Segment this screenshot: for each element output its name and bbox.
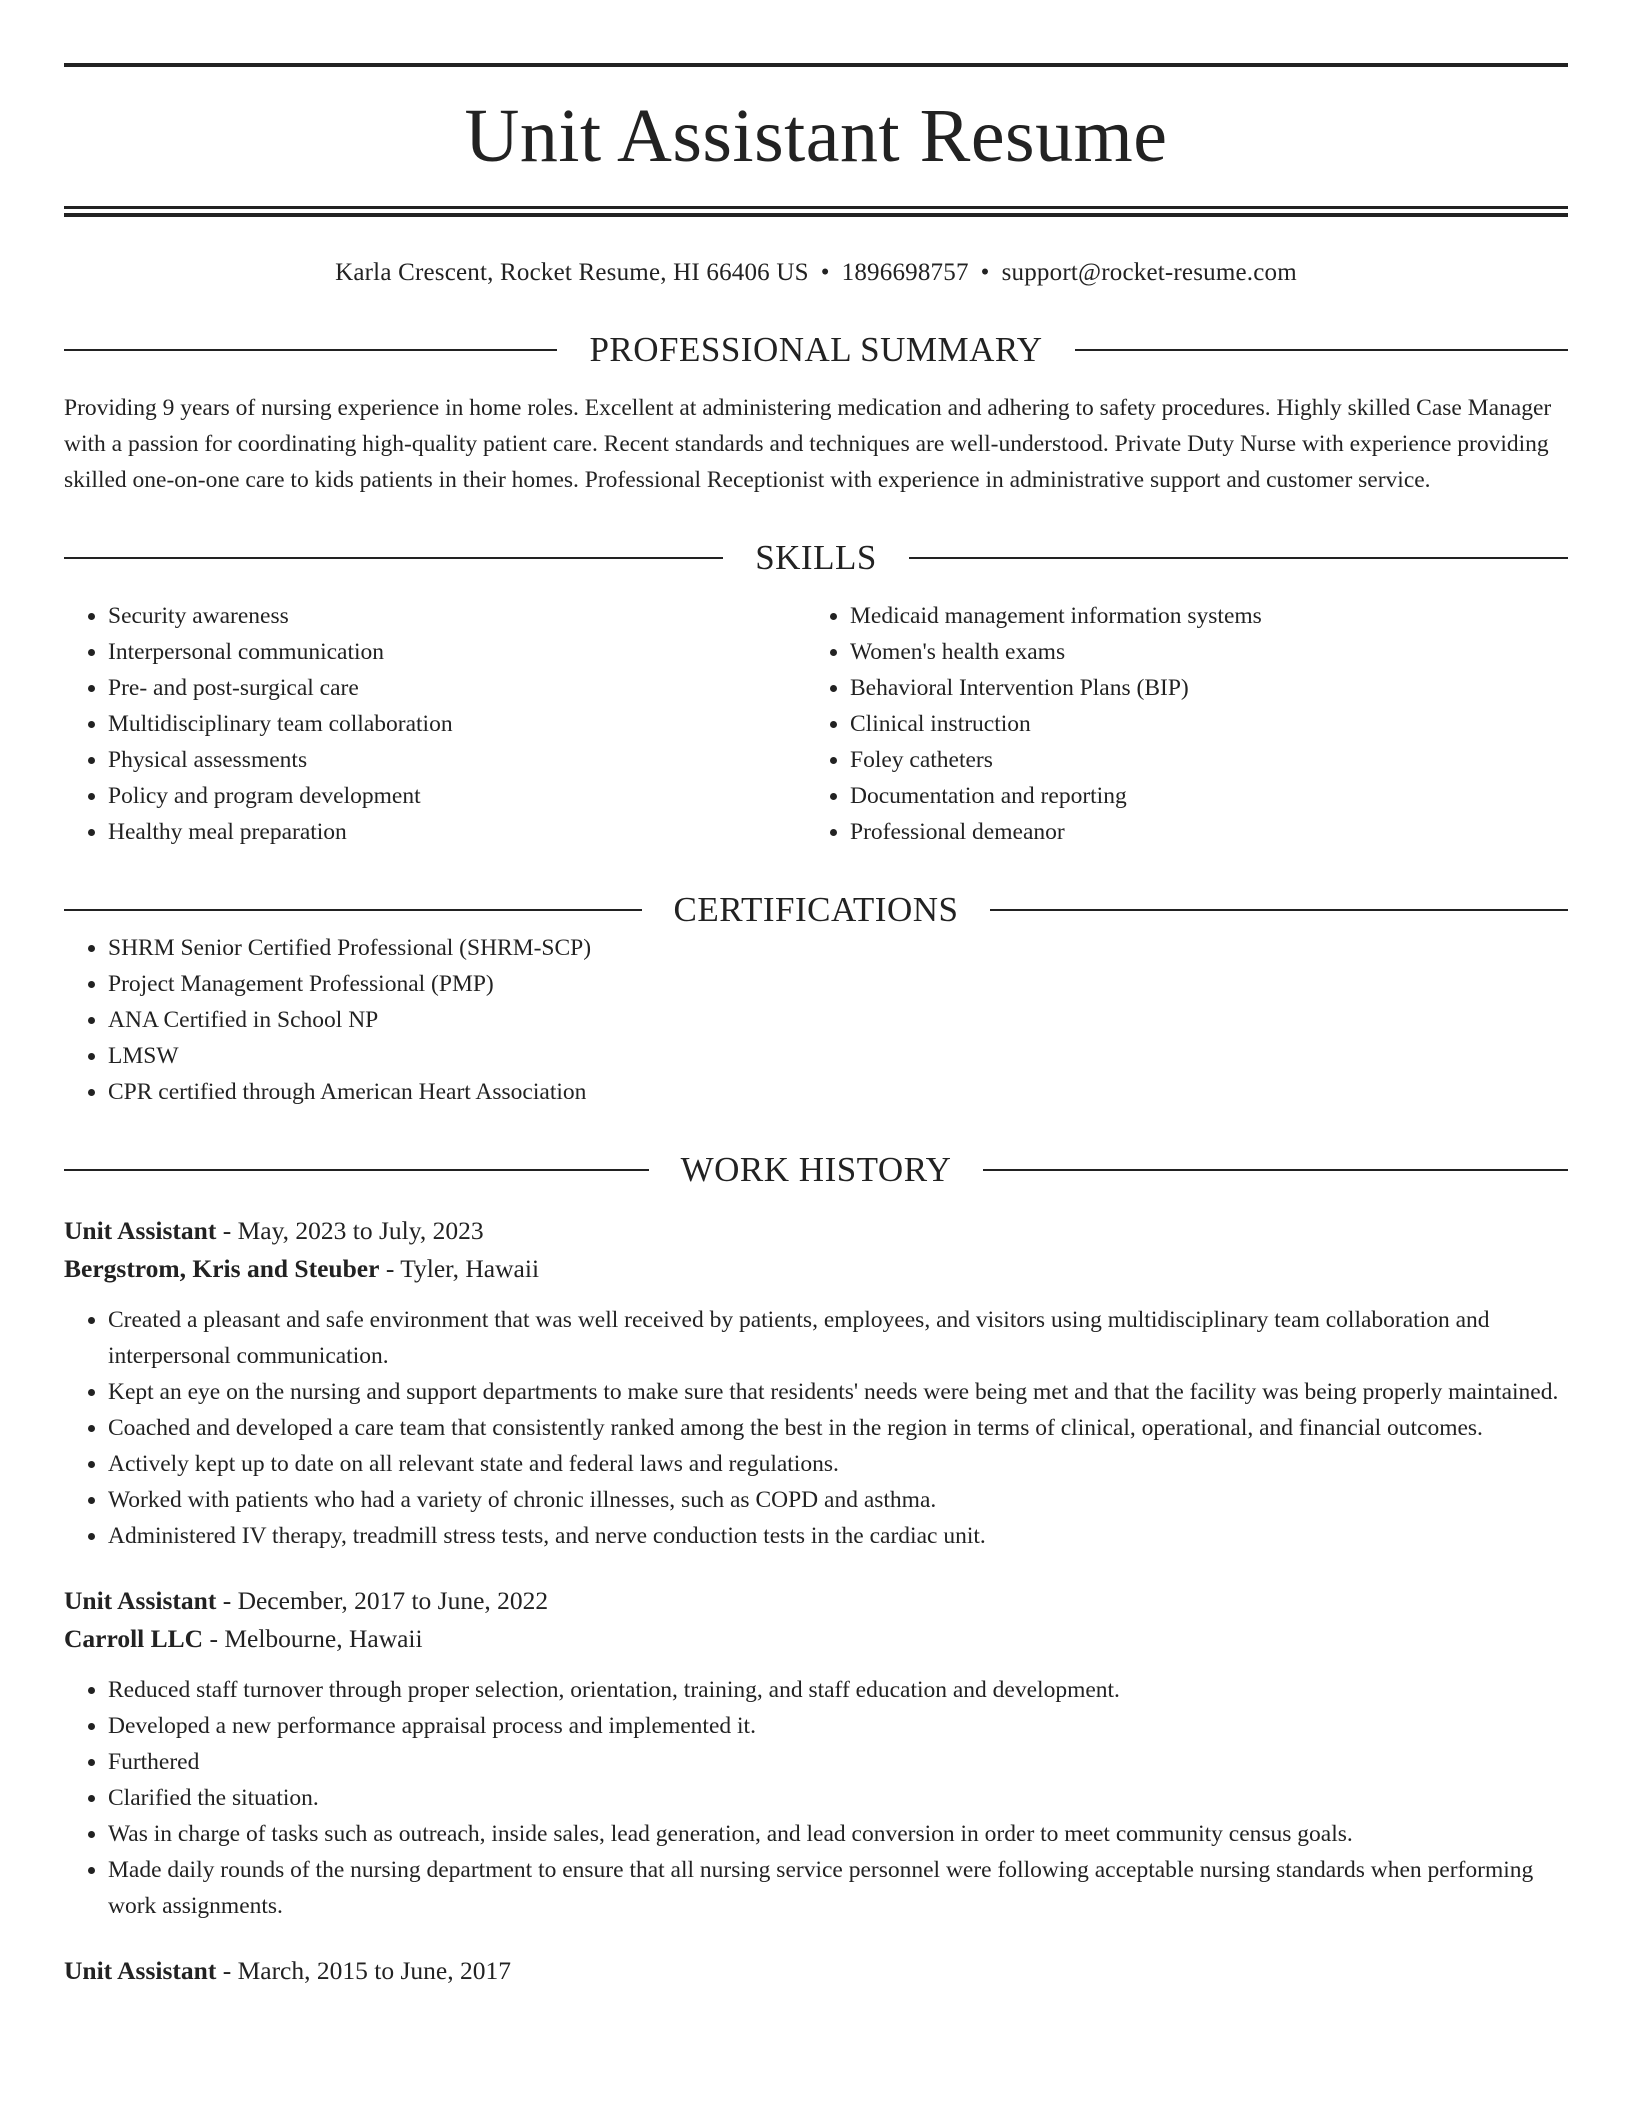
heading-rule-right [909,557,1568,559]
job-separator: - [379,1254,401,1283]
list-item: • Clinical instruction [850,706,1548,742]
page-title: Unit Assistant Resume [464,94,1168,178]
list-item: • Healthy meal preparation [108,814,806,850]
skills-heading [64,538,1568,578]
heading-rule-left [64,1169,649,1171]
list-item: • Behavioral Intervention Plans (BIP) [850,670,1548,706]
list-item: • Furthered [108,1744,1568,1780]
list-item: • Actively kept up to date on all relevant state and federal laws and regulations. [108,1446,1568,1482]
job-title-line [64,1212,1568,1250]
job-title: Unit Assistant [64,1216,217,1245]
list-item: • Clarified the situation. [108,1780,1568,1816]
job-company: Carroll LLC [64,1624,204,1653]
job-dates: May, 2023 to July, 2023 [237,1216,484,1245]
list-item: • Project Management Professional (PMP) [108,966,1568,1002]
job-company-line [64,1250,1568,1288]
job-separator: - [216,1586,238,1615]
skills-list-right [806,598,1548,850]
job-entry [64,1212,1568,1554]
list-item: • Pre- and post-surgical care [108,670,806,706]
job-company: Bergstrom, Kris and Steuber [64,1254,380,1283]
list-item: • Reduced staff turnover through proper selection, orientation, training, and staff education and development. [108,1672,1568,1708]
list-item: • Security awareness [108,598,806,634]
list-item: • ANA Certified in School NP [108,1002,1568,1038]
certifications-heading-label: CERTIFICATIONS [673,890,959,929]
skills-list-left [64,598,806,850]
list-item: • CPR certified through American Heart Association [108,1074,1568,1110]
contact-address: Karla Crescent, Rocket Resume, HI 66406 US [335,259,809,286]
job-separator: - [216,1216,238,1245]
list-item: • Professional demeanor [850,814,1548,850]
contact-line [64,256,1568,290]
list-item: • Multidisciplinary team collaboration [108,706,806,742]
list-item: • Coached and developed a care team that consistently ranked among the best in the region in terms of clinical, operational, and financial outcomes. [108,1410,1568,1446]
job-title-line [64,1952,1568,1990]
list-item: • Created a pleasant and safe environment that was well received by patients, employees, and visitors using multidisciplinary team collaboration and interpersonal communication. [108,1302,1568,1374]
work-history-heading [64,1150,1568,1190]
job-location: Melbourne, Hawaii [224,1624,423,1653]
contact-phone: 1896698757 [841,259,969,286]
job-location: Tyler, Hawaii [400,1254,540,1283]
job-separator: - [216,1956,238,1985]
list-item: • LMSW [108,1038,1568,1074]
list-item: • Made daily rounds of the nursing department to ensure that all nursing service personnel were following acceptable nursing standards when performing work assignments. [108,1852,1568,1924]
certifications-list [64,930,1568,1110]
skills-grid [64,598,1568,850]
summary-text: Providing 9 years of nursing experience in home roles. Excellent at administering medication and adhering to safety procedures. Highly skilled Case Manager with a passion for coordinating high-quality patient care. Recent standards and techniques are well-understood. Private Duty Nurse with experience providing skilled one-on-one care to kids patients in their homes. Professional Receptionist with experience in administrative support and customer service. [64,395,1552,493]
heading-rule-right [1075,349,1568,351]
job-entry [64,1952,1568,1990]
list-item: • SHRM Senior Certified Professional (SHRM-SCP) [108,930,1568,966]
contact-email: support@rocket-resume.com [1001,259,1297,286]
heading-rule-left [64,349,557,351]
list-item: • Women's health exams [850,634,1548,670]
list-item: • Developed a new performance appraisal process and implemented it. [108,1708,1568,1744]
job-bullets [64,1672,1568,1924]
list-item: • Documentation and reporting [850,778,1548,814]
skills-column-left [64,598,806,850]
list-item: • Policy and program development [108,778,806,814]
job-company-line [64,1620,1568,1658]
job-dates: March, 2015 to June, 2017 [237,1956,511,1985]
contact-separator: • [980,259,990,286]
list-item: • Was in charge of tasks such as outreach, inside sales, lead generation, and lead conversion in order to meet community census goals. [108,1816,1568,1852]
job-title: Unit Assistant [64,1586,217,1615]
list-item: • Kept an eye on the nursing and support departments to make sure that residents' needs were being met and that the facility was being properly maintained. [108,1374,1568,1410]
contact-separator: • [820,259,830,286]
job-title: Unit Assistant [64,1956,217,1985]
job-separator: - [203,1624,225,1653]
heading-rule-right [983,1169,1568,1171]
job-entry [64,1582,1568,1924]
summary-heading-label: PROFESSIONAL SUMMARY [589,330,1043,369]
list-item: • Interpersonal communication [108,634,806,670]
job-title-line [64,1582,1568,1620]
heading-rule-left [64,557,723,559]
job-dates: December, 2017 to June, 2022 [237,1586,549,1615]
summary-heading [64,330,1568,370]
title-double-rule [64,206,1568,217]
list-item: • Administered IV therapy, treadmill stress tests, and nerve conduction tests in the cardiac unit. [108,1518,1568,1554]
certifications-heading [64,890,1568,930]
list-item: • Foley catheters [850,742,1548,778]
list-item: • Worked with patients who had a variety of chronic illnesses, such as COPD and asthma. [108,1482,1568,1518]
work-history-heading-label: WORK HISTORY [680,1150,952,1189]
resume-page [64,0,1568,1990]
heading-rule-left [64,909,642,911]
skills-heading-label: SKILLS [755,538,877,577]
list-item: • Physical assessments [108,742,806,778]
heading-rule-right [990,909,1568,911]
work-history-list [64,1212,1568,1990]
skills-column-right [806,598,1548,850]
list-item: • Medicaid management information systems [850,598,1548,634]
job-bullets [64,1302,1568,1554]
